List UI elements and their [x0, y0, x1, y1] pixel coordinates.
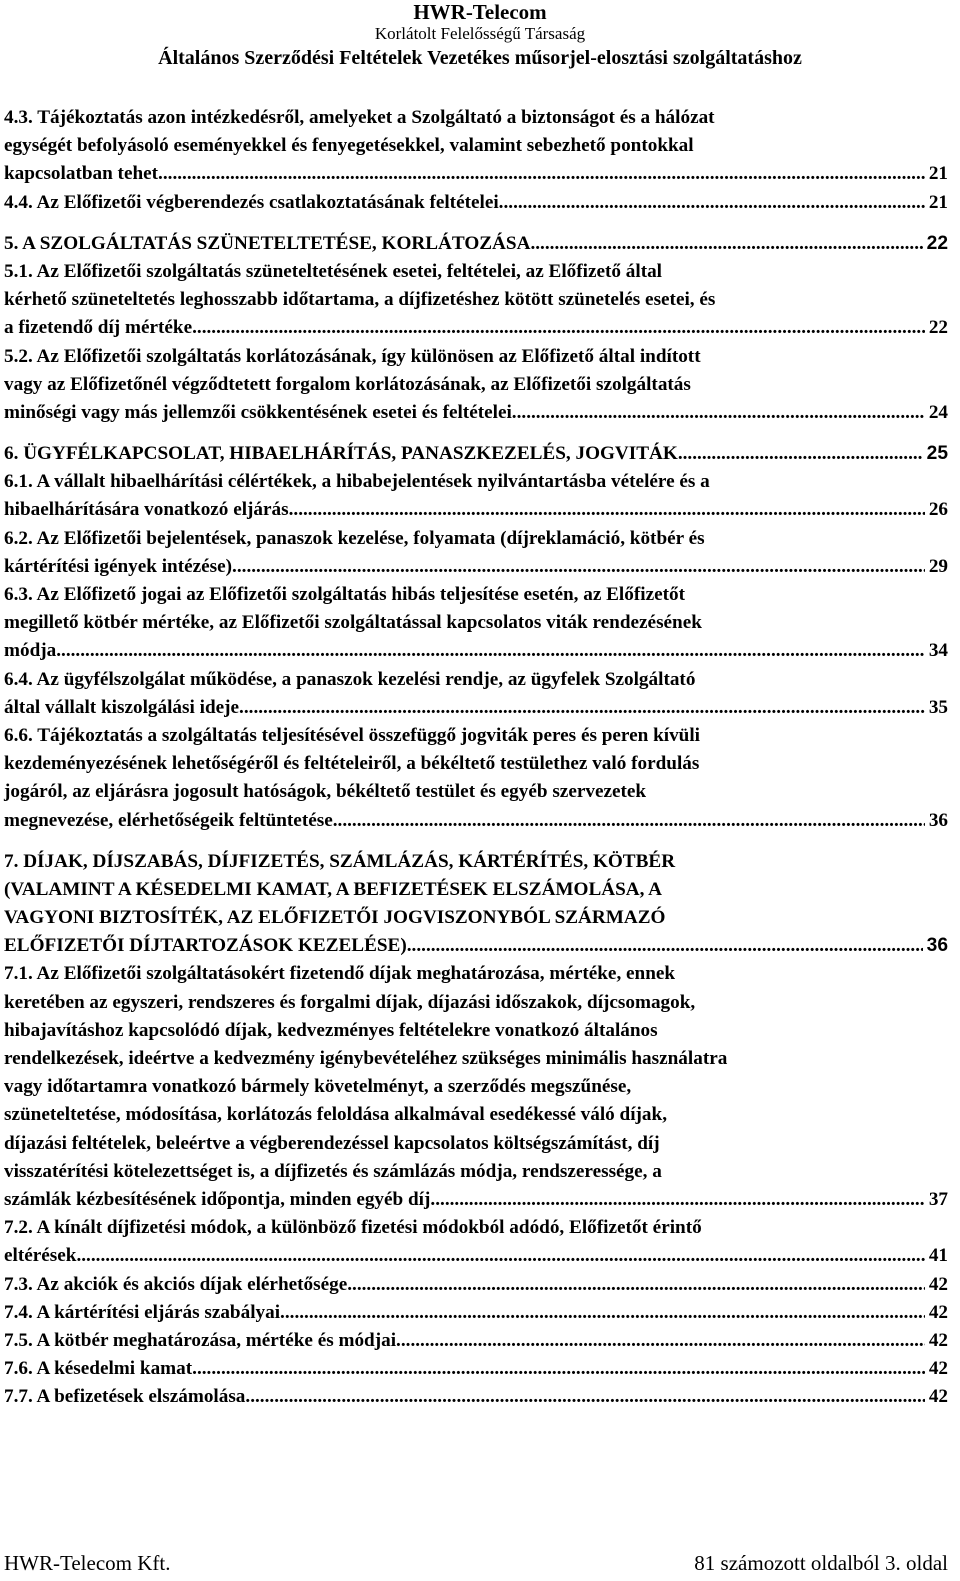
toc-dot-leader [430, 1186, 924, 1214]
toc-entry-line: keretében az egyszeri, rendszeres és forgalmi díjak, díjazási időszakok, díjcsomagok, [4, 991, 696, 1013]
toc-entry-text: módja [4, 640, 57, 662]
toc-page-number: 37 [928, 1188, 948, 1210]
toc-dot-leader [512, 399, 925, 427]
toc-entry-line: díjazási feltételek, beleértve a végberendezéssel kapcsolatos költségszámítást, díj [4, 1132, 660, 1154]
toc-section-entry[interactable] [4, 1383, 948, 1411]
toc-page-number: 21 [928, 163, 948, 185]
toc-entry-line: 7.1. Az Előfizetői szolgáltatásokért fizetendő díjak meghatározása, mértéke, ennek [4, 963, 676, 985]
toc-entry-last-line [4, 1186, 948, 1214]
toc-dot-leader [396, 1327, 925, 1355]
toc-entry-line: visszatérítési kötelezettséget is, a díjfizetés és számlázás módja, rendszeressége, a [4, 1160, 662, 1182]
toc-page-number: 36 [926, 935, 948, 957]
page-header [0, 0, 960, 71]
toc-entry-line: kezdeményezésének lehetőségéről és feltételeiről, a békéltető testülethez való fordulás [4, 753, 700, 775]
toc-dot-leader [239, 694, 925, 722]
toc-entry-line: vagy az Előfizetőnél végződtetett forgalom korlátozásának, az Előfizetői szolgáltatás [4, 373, 691, 395]
toc-entry-last-line [4, 160, 948, 188]
toc-page-number: 22 [926, 232, 948, 254]
toc-section-entry[interactable] [4, 1327, 948, 1355]
toc-entry-last-line [4, 399, 948, 427]
toc-page-number: 42 [928, 1358, 948, 1380]
toc-entry-line: 6.6. Tájékoztatás a szolgáltatás teljesítésével összefüggő jogviták peres és peren kívüli [4, 724, 700, 746]
toc-entry-text: 7.7. A befizetések elszámolása [4, 1386, 246, 1408]
toc-chapter-entry[interactable] [4, 848, 948, 961]
toc-section-entry[interactable] [4, 722, 948, 835]
toc-section-entry[interactable] [4, 960, 948, 1214]
toc-entry-text: 7.6. A késedelmi kamat [4, 1358, 193, 1380]
toc-entry-text: 4.4. Az Előfizetői végberendezés csatlakoztatásának feltételei [4, 191, 499, 213]
toc-entry-text: 6. ÜGYFÉLKAPCSOLAT, HIBAELHÁRÍTÁS, PANASZKEZELÉS, JOGVITÁK [4, 443, 678, 465]
toc-dot-leader [530, 230, 922, 258]
toc-section-entry[interactable] [4, 1299, 948, 1327]
toc-page-number: 42 [928, 1273, 948, 1295]
toc-dot-leader [499, 189, 925, 217]
toc-entry-line: 6.3. Az Előfizető jogai az Előfizetői szolgáltatás hibás teljesítése esetén, az Előfizetőt [4, 584, 685, 605]
toc-entry-text: hibaelhárítására vonatkozó eljárás [4, 499, 289, 521]
toc-entry-text: a fizetendő díj mértéke [4, 317, 193, 339]
toc-entry-last-line [4, 694, 948, 722]
toc-entry-last-line [4, 440, 948, 468]
footer-page-number: 81 számozott oldalból 3. oldal [694, 1551, 948, 1575]
toc-entry-line: 4.3. Tájékoztatás azon intézkedésről, amelyeket a Szolgáltató a biztonságot és a hálózat [4, 107, 715, 128]
toc-dot-leader [56, 637, 925, 665]
toc-dot-leader [333, 807, 925, 835]
toc-entry-line: VAGYONI BIZTOSÍTÉK, AZ ELŐFIZETŐI JOGVISZONYBÓL SZÁRMAZÓ [4, 907, 666, 929]
toc-page-number: 26 [928, 499, 948, 521]
page-footer [4, 1550, 948, 1576]
toc-page-number: 21 [928, 191, 948, 213]
toc-entry-line: kérhető szüneteltetés leghosszabb időtartama, a díjfizetéshez kötött szünetelés esetei, és [4, 289, 716, 311]
toc-chapter-entry[interactable] [4, 230, 948, 258]
toc-section-entry[interactable] [4, 343, 948, 428]
toc-page-number: 35 [928, 696, 948, 718]
toc-dot-leader [76, 1242, 924, 1270]
toc-entry-text: számlák kézbesítésének időpontja, minden egyéb díj [4, 1188, 431, 1210]
toc-entry-text: minőségi vagy más jellemzői csökkentésének esetei és feltételei [4, 401, 512, 423]
toc-page-number: 25 [926, 443, 948, 465]
toc-entry-text: kártérítési igények intézése) [4, 555, 233, 577]
toc-entry-text: 7.5. A kötbér meghatározása, mértéke és módjai [4, 1329, 397, 1351]
toc-dot-leader [289, 496, 925, 524]
toc-entry-last-line [4, 1383, 948, 1411]
toc-entry-last-line [4, 1327, 948, 1355]
toc-entry-last-line [4, 1242, 948, 1270]
toc-page-number: 29 [928, 555, 948, 577]
toc-entry-last-line [4, 1271, 948, 1299]
toc-entry-text: kapcsolatban tehet [4, 163, 159, 185]
toc-entry-text: megnevezése, elérhetőségeik feltüntetése [4, 809, 333, 831]
toc-entry-last-line [4, 189, 948, 217]
toc-entry-last-line [4, 1355, 948, 1383]
toc-entry-line: 7.2. A kínált díjfizetési módok, a különböző fizetési módokból adódó, Előfizetőt érintő [4, 1217, 702, 1239]
toc-entry-line: hibajavításhoz kapcsolódó díjak, kedvezményes feltételekre vonatkozó általános [4, 1019, 658, 1041]
toc-entry-line: megillető kötbér mértéke, az Előfizetői szolgáltatással kapcsolatos viták rendezésének [4, 612, 702, 634]
toc-entry-text: által vállalt kiszolgálási ideje [4, 696, 240, 718]
toc-entry-last-line [4, 314, 948, 342]
toc-page-number: 24 [928, 401, 948, 423]
toc-section-entry[interactable] [4, 1355, 948, 1383]
toc-entry-last-line [4, 553, 948, 581]
toc-dot-leader [407, 932, 923, 960]
toc-page-number: 41 [928, 1245, 948, 1267]
toc-page-number: 42 [928, 1329, 948, 1351]
toc-entry-text: 7.4. A kártérítési eljárás szabályai [4, 1301, 281, 1323]
toc-entry-line: 6.2. Az Előfizetői bejelentések, panaszok kezelése, folyamata (díjreklamáció, kötbér és [4, 527, 705, 549]
toc-page-number: 34 [928, 640, 948, 662]
toc-entry-last-line [4, 1299, 948, 1327]
toc-dot-leader [158, 160, 925, 188]
toc-section-entry[interactable] [4, 104, 948, 189]
company-name: HWR-Telecom [413, 0, 547, 24]
toc-entry-last-line [4, 496, 948, 524]
toc-dot-leader [192, 1355, 925, 1383]
toc-entry-line: 6.4. Az ügyfélszolgálat működése, a panaszok kezelési rendje, az ügyfelek Szolgáltató [4, 668, 696, 690]
toc-section-entry[interactable] [4, 1271, 948, 1299]
toc-entry-text: eltérések [4, 1245, 77, 1267]
toc-page-number: 42 [928, 1386, 948, 1408]
toc-dot-leader [192, 314, 925, 342]
toc-entry-line: 6.1. A vállalt hibaelhárítási célértékek, a hibabejelentések nyilvántartásba vételére és a [4, 471, 710, 493]
toc-entry-text: 5. A SZOLGÁLTATÁS SZÜNETELTETÉSE, KORLÁTOZÁSA [4, 232, 531, 254]
document-title: Általános Szerződési Feltételek Vezetékes műsorjel-elosztási szolgáltatáshoz [158, 47, 802, 69]
toc-page-number: 42 [928, 1301, 948, 1323]
toc-entry-last-line [4, 230, 948, 258]
toc-chapter-entry[interactable] [4, 440, 948, 468]
company-form: Korlátolt Felelősségű Társaság [374, 24, 586, 43]
toc-entry-text: ELŐFIZETŐI DÍJTARTOZÁSOK KEZELÉSE) [4, 935, 407, 957]
footer-company: HWR-Telecom Kft. [4, 1551, 171, 1575]
toc-dot-leader [280, 1299, 925, 1327]
toc-entry-last-line [4, 637, 948, 665]
table-of-contents [4, 104, 948, 1411]
toc-dot-leader [678, 440, 923, 468]
toc-entry-last-line [4, 807, 948, 835]
toc-dot-leader [245, 1383, 924, 1411]
toc-entry-line: vagy időtartamra vonatkozó bármely követelményt, a szerződés megszűnése, [4, 1076, 632, 1098]
toc-entry-line: 7. DÍJAK, DÍJSZABÁS, DÍJFIZETÉS, SZÁMLÁZÁS, KÁRTÉRÍTÉS, KÖTBÉR [4, 850, 676, 872]
toc-entry-line: szüneteltetése, módosítása, korlátozás feloldása alkalmával esedékessé váló díjak, [4, 1104, 667, 1126]
toc-entry-last-line [4, 932, 948, 960]
toc-entry-line: jogáról, az eljárásra jogosult hatóságok, békéltető testület és egyéb szervezetek [4, 781, 647, 803]
toc-entry-line: (VALAMINT A KÉSEDELMI KAMAT, A BEFIZETÉSEK ELSZÁMOLÁSA, A [4, 878, 663, 900]
toc-section-entry[interactable] [4, 581, 948, 666]
toc-dot-leader [232, 553, 925, 581]
toc-entry-line: egységét befolyásoló eseményekkel és fenyegetésekkel, valamint sebezhető pontokkal [4, 135, 694, 157]
toc-section-entry[interactable] [4, 258, 948, 343]
toc-dot-leader [347, 1271, 925, 1299]
toc-entry-line: 5.1. Az Előfizetői szolgáltatás szüneteltetésének esetei, feltételei, az Előfizető által [4, 260, 663, 282]
toc-entry-text: 7.3. Az akciók és akciós díjak elérhetősége [4, 1273, 348, 1295]
toc-section-entry[interactable] [4, 525, 948, 581]
toc-section-entry[interactable] [4, 666, 948, 722]
toc-section-entry[interactable] [4, 189, 948, 217]
toc-entry-line: rendelkezések, ideértve a kedvezmény igénybevételéhez szükséges minimális használatra [4, 1048, 728, 1069]
toc-section-entry[interactable] [4, 468, 948, 524]
toc-page-number: 36 [928, 809, 948, 831]
toc-entry-line: 5.2. Az Előfizetői szolgáltatás korlátozásának, így különösen az Előfizető által indított [4, 345, 701, 367]
toc-section-entry[interactable] [4, 1214, 948, 1270]
toc-page-number: 22 [928, 317, 948, 339]
